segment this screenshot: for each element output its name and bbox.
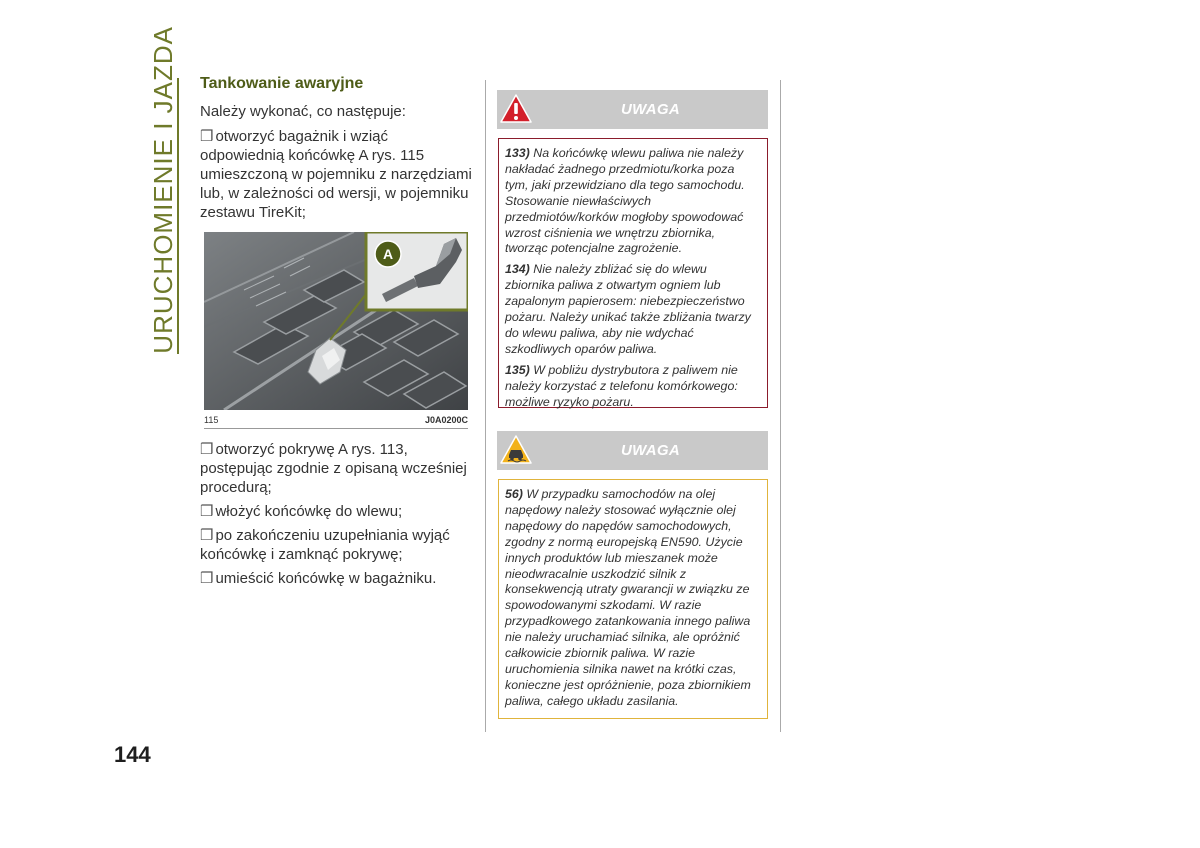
warning-ref: 135): [505, 362, 530, 377]
warning-text: W pobliżu dystrybutora z paliwem nie należy korzystać z telefonu komórkowego: możliwe ryzyko pożaru.: [505, 362, 738, 409]
checkbox-bullet-icon: ❒: [200, 527, 214, 544]
checkbox-bullet-icon: ❒: [200, 128, 214, 145]
section-title-text: URUCHOMIENIE I JAZDA: [147, 26, 178, 354]
step-text: włożyć końcówkę do wlewu;: [215, 503, 403, 520]
warning-ref: 134): [505, 262, 530, 277]
left-column: [200, 75, 475, 227]
checkbox-bullet-icon: ❒: [200, 441, 214, 458]
figure-number: 115: [204, 415, 219, 425]
warning-text: Nie należy zbliżać się do wlewu zbiornika paliwa z otwartym ogniem lub zapalonym papierosem: niebezpieczeństwo pożaru. Należy unikać także zbliżania twarzy do wlewu paliwa, aby nie wdychać szkodliwych oparów paliwa.: [505, 262, 751, 356]
warning-header-caution: [497, 431, 768, 470]
column-divider: [485, 80, 486, 732]
step-text: otworzyć pokrywę A rys. 113, postępując zgodnie z opisaną wcześniej procedurą;: [200, 441, 467, 496]
step-text: po zakończeniu uzupełniania wyjąć końcówkę i zamknąć pokrywę;: [200, 527, 450, 563]
warning-box-caution: [498, 479, 768, 719]
warning-box-danger: [498, 138, 768, 408]
warning-text: W przypadku samochodów na olej napędowy należy stosować wyłącznie olej napędowy do napędów samochodowych, zgodny z normą europejską EN590. Użycie innych produktów lub mieszanek może nieodwracalnie uszkodzić silnik z konsekwencją utraty gwarancji w związku ze spowodowanymi szkodami. W razie przypadkowego zatankowania innego paliwa nie należy uruchamiać silnika, ale opróżnić całkowicie zbiornik paliwa. W razie uruchomienia silnika nawet na krótki czas, konieczne jest opróżnienie, poza zbiornikiem paliwa, całego układu zasilania.: [505, 487, 751, 708]
figure-caption-rule: [204, 428, 468, 429]
warning-text: Na końcówkę wlewu paliwa nie należy nakładać żadnego przedmiotu/korka poza tym, jaki przewidziano dla tego samochodu. Stosowanie niewłaściwych przedmiotów/korków mogłoby spowodować wzrost ciśnienia we wnętrzu zbiornika, tworząc potencjalne zagrożenie.: [505, 146, 745, 256]
step-text: otworzyć bagażnik i wziąć odpowiednią końcówkę A rys. 115 umieszczoną w pojemniku z narzędziami lub, w zależności od wersji, w pojemniku zestawu TireKit;: [200, 128, 472, 221]
intro-text: Należy wykonać, co następuje:: [200, 103, 406, 120]
step-text: umieścić końcówkę w bagażniku.: [215, 570, 437, 587]
section-heading: Tankowanie awaryjne: [200, 75, 364, 92]
checkbox-bullet-icon: ❒: [200, 570, 214, 587]
callout-label-a: A: [382, 246, 394, 262]
section-title-rule: [177, 78, 179, 354]
warning-item: [505, 363, 759, 411]
warning-item: [505, 146, 759, 257]
warning-item: [505, 487, 759, 710]
warning-item: [505, 262, 759, 357]
step-item: [200, 502, 475, 521]
step-item: [200, 526, 475, 564]
warning-header-danger: [497, 90, 768, 129]
warning-title: UWAGA: [621, 101, 680, 118]
step-item: [200, 127, 475, 222]
figure-115-illustration: [204, 232, 468, 410]
step-item: [200, 440, 475, 497]
warning-ref: 56): [505, 487, 523, 501]
step-item: [200, 569, 475, 588]
warning-title: UWAGA: [621, 442, 680, 459]
page-number: 144: [114, 742, 151, 767]
checkbox-bullet-icon: ❒: [200, 503, 214, 520]
warning-ref: 133): [505, 146, 530, 160]
figure-code: J0A0200C: [425, 415, 469, 425]
column-divider: [780, 80, 781, 732]
steps-after-list: [200, 440, 475, 593]
